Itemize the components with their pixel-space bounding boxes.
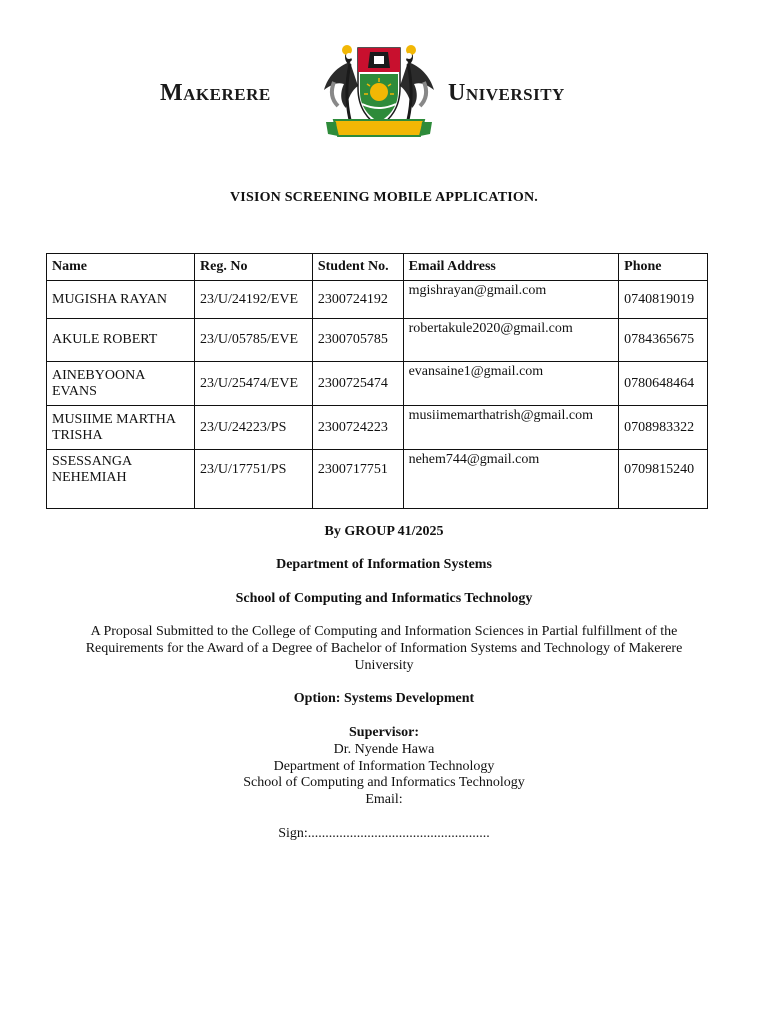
member-phone: 0740819019 (619, 281, 708, 319)
supervisor-department: Department of Information Technology (273, 759, 495, 774)
column-header-name: Name (47, 254, 195, 281)
member-email: musiimemarthatrish@gmail.com (403, 406, 619, 450)
member-email: robertakule2020@gmail.com (403, 319, 619, 362)
member-reg-no: 23/U/24192/EVE (195, 281, 313, 319)
table-row (47, 406, 708, 450)
member-email: evansaine1@gmail.com (403, 362, 619, 406)
member-name: MUSIIME MARTHA TRISHA (47, 406, 195, 450)
table-row (47, 281, 708, 319)
table-row (47, 319, 708, 362)
table-header-row (47, 254, 708, 281)
member-phone: 0709815240 (619, 450, 708, 509)
group-members-table (46, 253, 708, 509)
group-label: By GROUP 41/2025 (324, 524, 444, 539)
left-crane-icon (324, 45, 358, 120)
proposal-statement: A Proposal Submitted to the College of Computing and Information Sciences in Partial fulfillment of the Requirements for the Award of a Degree of Bachelor of Information Systems and Technology of Makerere University (85, 624, 683, 673)
column-header-phone: Phone (619, 254, 708, 281)
department-label: Department of Information Systems (276, 557, 492, 572)
right-crane-icon (400, 45, 434, 120)
member-phone: 0708983322 (619, 406, 708, 450)
member-name: AINEBYOONA EVANS (47, 362, 195, 406)
supervisor-email-label: Email: (365, 792, 403, 807)
member-reg-no: 23/U/17751/PS (195, 450, 313, 509)
member-student-no: 2300705785 (312, 319, 403, 362)
column-header-email: Email Address (403, 254, 619, 281)
university-crest-logo (320, 42, 438, 138)
university-name-right: University (448, 80, 565, 106)
member-name: SSESSANGA NEHEMIAH (47, 450, 195, 509)
table-row (47, 362, 708, 406)
member-reg-no: 23/U/25474/EVE (195, 362, 313, 406)
member-student-no: 2300717751 (312, 450, 403, 509)
member-student-no: 2300724192 (312, 281, 403, 319)
member-reg-no: 23/U/24223/PS (195, 406, 313, 450)
member-student-no: 2300725474 (312, 362, 403, 406)
table-row (47, 450, 708, 509)
member-reg-no: 23/U/05785/EVE (195, 319, 313, 362)
member-email: nehem744@gmail.com (403, 450, 619, 509)
column-header-student-no: Student No. (312, 254, 403, 281)
member-phone: 0780648464 (619, 362, 708, 406)
supervisor-school: School of Computing and Informatics Technology (243, 775, 525, 790)
shield-icon (358, 48, 400, 126)
member-name: AKULE ROBERT (47, 319, 195, 362)
motto-ribbon (326, 120, 432, 136)
document-title: VISION SCREENING MOBILE APPLICATION. (230, 190, 538, 205)
member-name: MUGISHA RAYAN (47, 281, 195, 319)
member-student-no: 2300724223 (312, 406, 403, 450)
school-label: School of Computing and Informatics Technology (235, 591, 533, 606)
member-email: mgishrayan@gmail.com (403, 281, 619, 319)
supervisor-heading: Supervisor: (349, 725, 419, 740)
signature-line: Sign:.................................................... (278, 826, 490, 841)
supervisor-name: Dr. Nyende Hawa (333, 742, 435, 757)
member-phone: 0784365675 (619, 319, 708, 362)
university-name-left: Makerere (160, 80, 271, 106)
option-label: Option: Systems Development (293, 691, 475, 706)
column-header-reg-no: Reg. No (195, 254, 313, 281)
